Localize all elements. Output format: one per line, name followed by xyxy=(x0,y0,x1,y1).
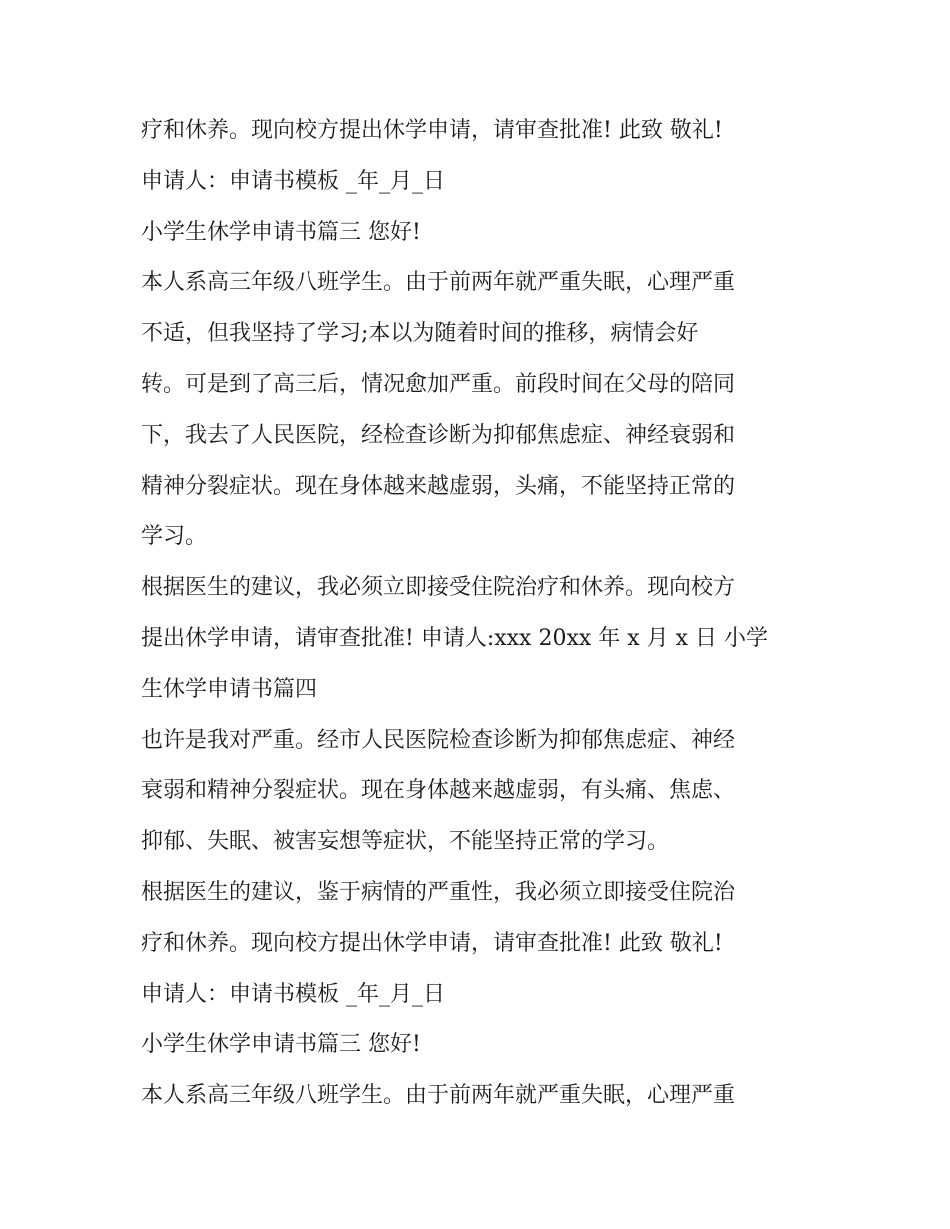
text-line: 小学生休学申请书篇三 您好! xyxy=(141,1032,421,1058)
text-line: 申请人：申请书模板 _年_月_日 xyxy=(141,981,445,1007)
text-line: 本人系高三年级八班学生。由于前两年就严重失眠，心理严重 xyxy=(141,1083,736,1109)
text-line: 精神分裂症状。现在身体越来越虚弱，头痛，不能坚持正常的 xyxy=(141,473,736,499)
text-line: 疗和休养。现向校方提出休学申请，请审查批准! 此致 敬礼! xyxy=(141,930,723,956)
text-line: 申请人：申请书模板 _年_月_日 xyxy=(141,168,445,194)
text-line: 也许是我对严重。经市人民医院检查诊断为抑郁焦虑症、神经 xyxy=(141,727,736,753)
document-body xyxy=(141,106,821,1122)
text-line: 学习。 xyxy=(141,524,208,550)
text-line: 转。可是到了高三后，情况愈加严重。前段时间在父母的陪同 xyxy=(141,371,736,397)
text-line: 抑郁、失眠、被害妄想等症状，不能坚持正常的学习。 xyxy=(141,829,670,855)
text-line: 不适，但我坚持了学习;本以为随着时间的推移，病情会好 xyxy=(141,321,699,347)
text-line: 根据医生的建议，我必须立即接受住院治疗和休养。现向校方 xyxy=(141,575,736,601)
text-line: 根据医生的建议，鉴于病情的严重性，我必须立即接受住院治 xyxy=(141,879,736,905)
text-line: 生休学申请书篇四 xyxy=(141,676,318,702)
text-line: 疗和休养。现向校方提出休学申请，请审查批准! 此致 敬礼! xyxy=(141,118,723,143)
text-line: 下，我去了人民医院，经检查诊断为抑郁焦虑症、神经衰弱和 xyxy=(141,422,736,448)
text-line: 本人系高三年级八班学生。由于前两年就严重失眠，心理严重 xyxy=(141,270,736,296)
text-line: 提出休学申请，请审查批准! 申请人:xxx 20xx 年 x 月 x 日 小学 xyxy=(141,625,769,651)
text-line: 小学生休学申请书篇三 您好! xyxy=(141,219,421,245)
text-line: 衰弱和精神分裂症状。现在身体越来越虚弱，有头痛、焦虑、 xyxy=(141,778,736,804)
